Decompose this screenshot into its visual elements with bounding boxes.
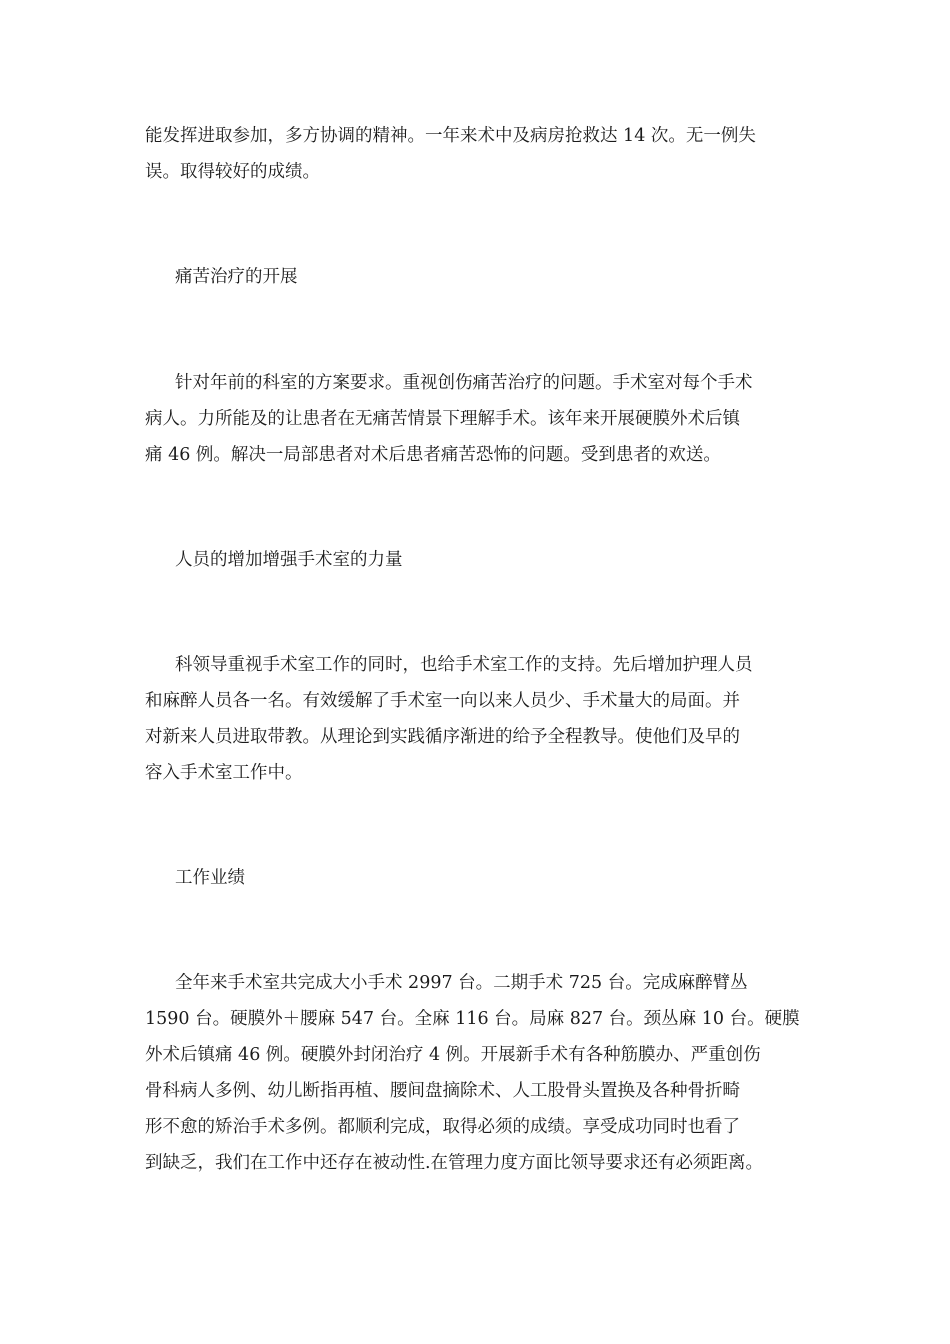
paragraph-line: 痛 46 例。解决一局部患者对术后患者痛苦恐怖的问题。受到患者的欢送。	[145, 445, 721, 465]
paragraph-line: 对新来人员进取带教。从理论到实践循序渐进的给予全程教导。使他们及早的	[145, 727, 740, 747]
paragraph-line: 和麻醉人员各一名。有效缓解了手术室一向以来人员少、手术量大的局面。并	[145, 691, 740, 711]
paragraph-line: 外术后镇痛 46 例。硬膜外封闭治疗 4 例。开展新手术有各种筋膜办、严重创伤	[145, 1045, 761, 1065]
section-heading: 痛苦治疗的开展	[175, 267, 298, 287]
paragraph-line: 误。取得较好的成绩。	[145, 162, 320, 182]
paragraph-line: 容入手术室工作中。	[145, 763, 303, 783]
paragraph-line: 科领导重视手术室工作的同时，也给手术室工作的支持。先后增加护理人员	[175, 655, 753, 675]
paragraph-line: 针对年前的科室的方案要求。重视创伤痛苦治疗的问题。手术室对每个手术	[175, 373, 753, 393]
paragraph-line: 能发挥进取参加，多方协调的精神。一年来术中及病房抢救达 14 次。无一例失	[145, 126, 756, 146]
paragraph-line: 骨科病人多例、幼儿断指再植、腰间盘摘除术、人工股骨头置换及各种骨折畸	[145, 1081, 740, 1101]
paragraph-line: 到缺乏，我们在工作中还存在被动性.在管理力度方面比领导要求还有必须距离。	[145, 1153, 764, 1173]
section-heading: 工作业绩	[175, 868, 245, 888]
paragraph-line: 病人。力所能及的让患者在无痛苦情景下理解手术。该年来开展硬膜外术后镇	[145, 409, 740, 429]
paragraph-line: 形不愈的矫治手术多例。都顺利完成，取得必须的成绩。享受成功同时也看了	[145, 1117, 740, 1137]
paragraph-line: 全年来手术室共完成大小手术 2997 台。二期手术 725 台。完成麻醉臂丛	[175, 973, 748, 993]
paragraph-line: 1590 台。硬膜外＋腰麻 547 台。全麻 116 台。局麻 827 台。颈丛麻 10 台。硬膜	[145, 1009, 800, 1029]
section-heading: 人员的增加增强手术室的力量	[175, 550, 403, 570]
